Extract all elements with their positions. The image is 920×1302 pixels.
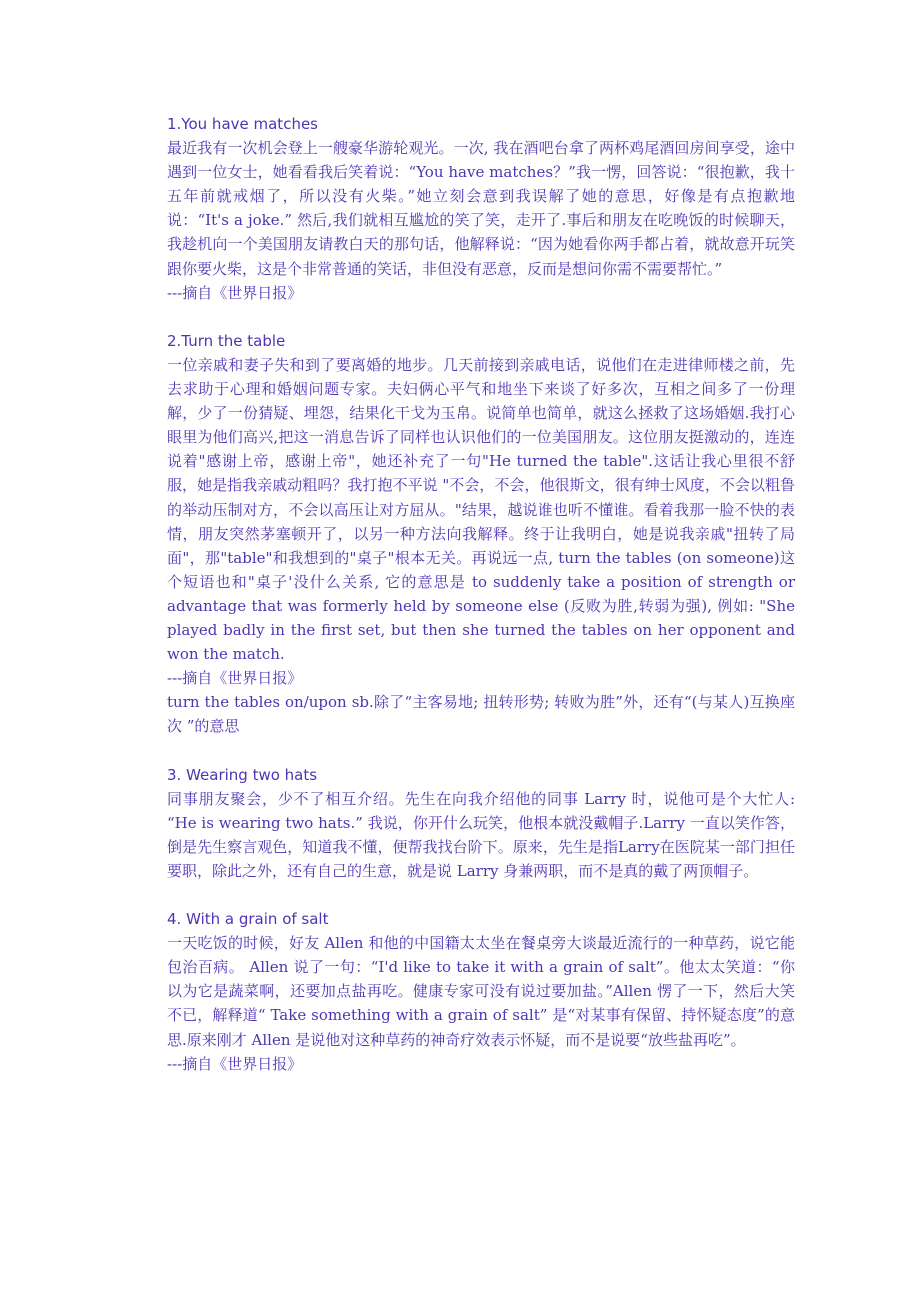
section-heading: 3. Wearing two hats — [167, 765, 318, 784]
section-heading: 1.You have matches — [167, 115, 318, 133]
source-citation: ---摘自《世界日报》 — [167, 1054, 303, 1073]
document-body — [167, 112, 795, 1100]
section-paragraph: 一天吃饭的时候，好友 Allen 和他的中国籍太太坐在餐桌旁大谈最近流行的一种草药，说它能包治百病。 Allen 说了一句：“I'd like to take it with a grain of salt”。他太太笑道：“你以为它是蔬菜啊，还要加点盐再吃。健康专家可没有说过要加盐。”Allen 愣了一下，然后大笑不已，解释道“ Take something with a grain of salt” 是“对某事有保留、持怀疑态度”的意思.原来刚才 Allen 是说他对这种草药的神奇疗效表示怀疑，而不是说要“放些盐再吃”。 — [167, 934, 795, 1049]
section-paragraph: 一位亲戚和妻子失和到了要离婚的地步。几天前接到亲戚电话，说他们在走进律师楼之前，先去求助于心理和婚姻问题专家。夫妇俩心平气和地坐下来谈了好多次，互相之间多了一份理解，少了一份猜疑、埋怨，结果化干戈为玉帛。说简单也简单，就这么拯救了这场婚姻.我打心眼里为他们高兴,把这一消息告诉了同样也认识他们的一位美国朋友。这位朋友挺激动的，连连说着"感谢上帝，感谢上帝"，她还补充了一句"He turned the table".这话让我心里很不舒服，她是指我亲戚动粗吗？我打抱不平说 "不会，不会，他很斯文，很有绅士风度，不会以粗鲁的举动压制对方，不会以高压让对方屈从。"结果，越说谁也听不懂谁。看着我那一脸不快的表情，朋友突然茅塞顿开了，以另一种方法向我解释。终于让我明白，她是说我亲戚"扭转了局面"，那"table"和我想到的"桌子"根本无关。再说远一点, turn the tables (on someone)这个短语也和"桌子'没什么关系, 它的意思是 to suddenly take a position of strength or advantage that was formerly held by someone else (反败为胜,转弱为强), 例如: "She played badly in the first set, but then she turned the tables on her opponent and won the match. — [167, 355, 795, 664]
section-turn-the-table — [167, 329, 795, 739]
section-note: turn the tables on/upon sb.除了“主客易地; 扭转形势; 转败为胜”外，还有“(与某人)互换座次 ”的意思 — [167, 693, 795, 736]
section-you-have-matches — [167, 112, 795, 305]
source-citation: ---摘自《世界日报》 — [167, 283, 303, 302]
section-paragraph: 同事朋友聚会，少不了相互介绍。先生在向我介绍他的同事 Larry 时，说他可是个大忙人: “He is wearing two hats.” 我说，你开什么玩笑，他根本就没戴帽子.Larry 一直以笑作答，倒是先生察言观色，知道我不懂，便帮我找台阶下。原来，先生是指Larry在医院某一部门担任要职，除此之外，还有自己的生意，就是说 Larry 身兼两职，而不是真的戴了两顶帽子。 — [167, 789, 795, 880]
section-heading: 2.Turn the table — [167, 331, 286, 350]
section-heading: 4. With a grain of salt — [167, 910, 329, 929]
section-paragraph: 最近我有一次机会登上一艘豪华游轮观光。一次, 我在酒吧台拿了两杯鸡尾酒回房间享受，途中遇到一位女士，她看看我后笑着说：“You have matches？”我一愣，回答说：“很抱歉，我十五年前就戒烟了，所以没有火柴。”她立刻会意到我误解了她的意思，好像是有点抱歉地说：“It's a joke.” 然后,我们就相互尴尬的笑了笑，走开了.事后和朋友在吃晚饭的时候聊天，我趁机向一个美国朋友请教白天的那句话，他解释说：“因为她看你两手都占着，就故意开玩笑跟你要火柴，这是个非常普通的笑话，非但没有恶意，反而是想问你需不需要帮忙。” — [167, 139, 795, 278]
section-wearing-two-hats — [167, 763, 795, 883]
source-citation: ---摘自《世界日报》 — [167, 669, 303, 688]
section-with-a-grain-of-salt — [167, 907, 795, 1076]
